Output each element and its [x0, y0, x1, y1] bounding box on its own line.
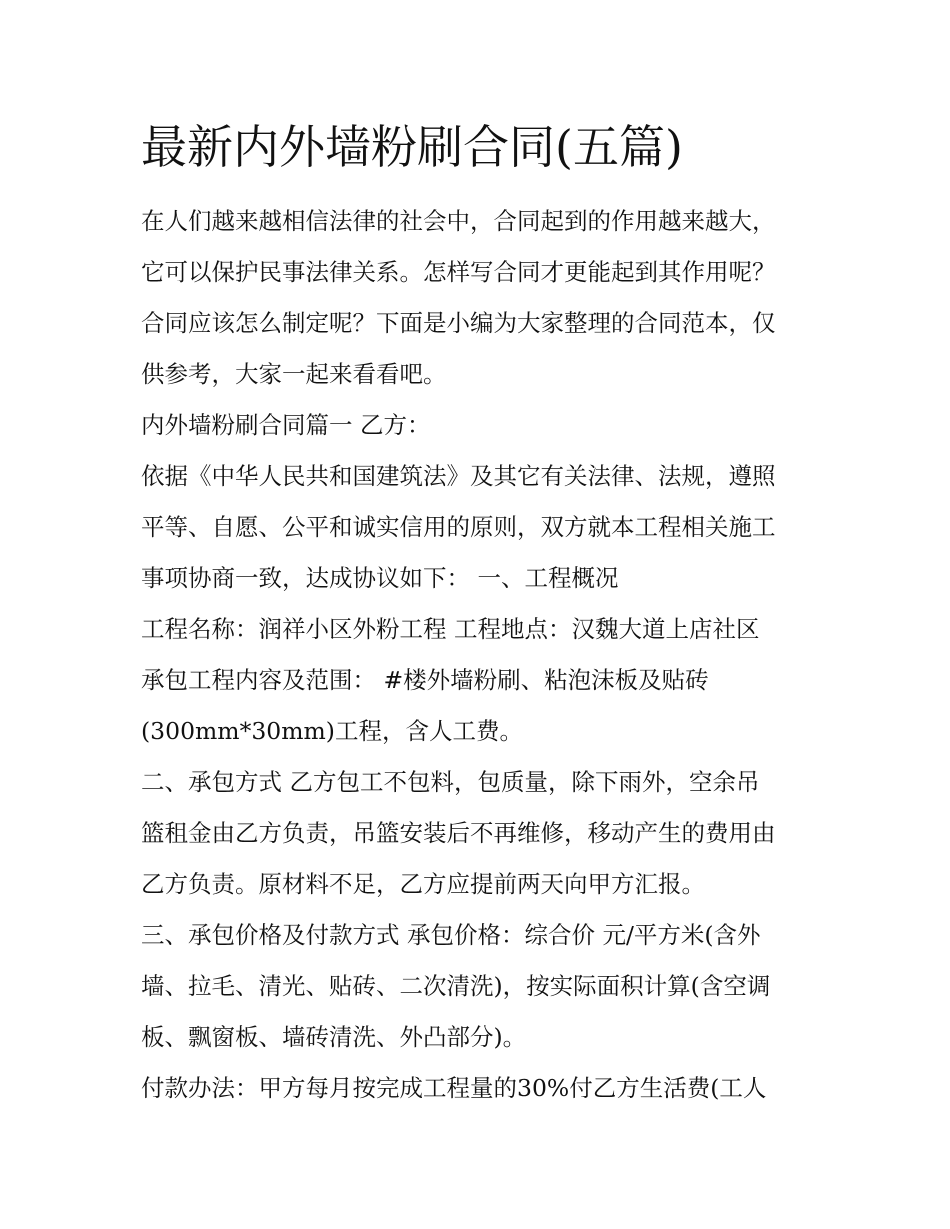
text-line: 依据《中华人民共和国建筑法》及其它有关法律、法规，遵照: [141, 462, 776, 490]
text-line: 在人们越来越相信法律的社会中，合同起到的作用越来越大，: [141, 207, 776, 235]
text-line: 它可以保护民事法律关系。怎样写合同才更能起到其作用呢？: [141, 258, 776, 286]
text-line: 墙、拉毛、清光、贴砖、二次清洗)，按实际面积计算(含空调: [141, 972, 771, 1000]
text-line: 板、飘窗板、墙砖清洗、外凸部分)。: [141, 1023, 527, 1051]
text-line: 合同应该怎么制定呢？下面是小编为大家整理的合同范本，仅: [141, 309, 776, 337]
text-line: 平等、自愿、公平和诚实信用的原则，双方就本工程相关施工: [141, 513, 776, 541]
text-line: 付款办法：甲方每月按完成工程量的30%付乙方生活费(工人: [141, 1074, 767, 1102]
text-line: 工程名称：润祥小区外粉工程 工程地点：汉魏大道上店社区: [141, 615, 760, 643]
text-line: 三、承包价格及付款方式 承包价格：综合价 元/平方米(含外: [141, 921, 761, 949]
text-line: 供参考，大家一起来看看吧。: [141, 360, 447, 388]
text-line: 乙方负责。原材料不足，乙方应提前两天向甲方汇报。: [141, 870, 705, 898]
document-body: [141, 196, 813, 1114]
text-line: 篮租金由乙方负责，吊篮安装后不再维修，移动产生的费用由: [141, 819, 776, 847]
section-heading-line: 内外墙粉刷合同篇一 乙方：: [141, 411, 431, 439]
document-title: 最新内外墙粉刷合同(五篇): [141, 120, 683, 174]
text-line: 二、承包方式 乙方包工不包料，包质量，除下雨外，空余吊: [141, 768, 760, 796]
text-line: (300mm*30mm)工程，含人工费。: [141, 717, 523, 745]
text-line: 事项协商一致，达成协议如下： 一、工程概况: [141, 564, 619, 592]
text-line: 承包工程内容及范围： #楼外墙粉刷、粘泡沫板及贴砖: [141, 666, 709, 694]
